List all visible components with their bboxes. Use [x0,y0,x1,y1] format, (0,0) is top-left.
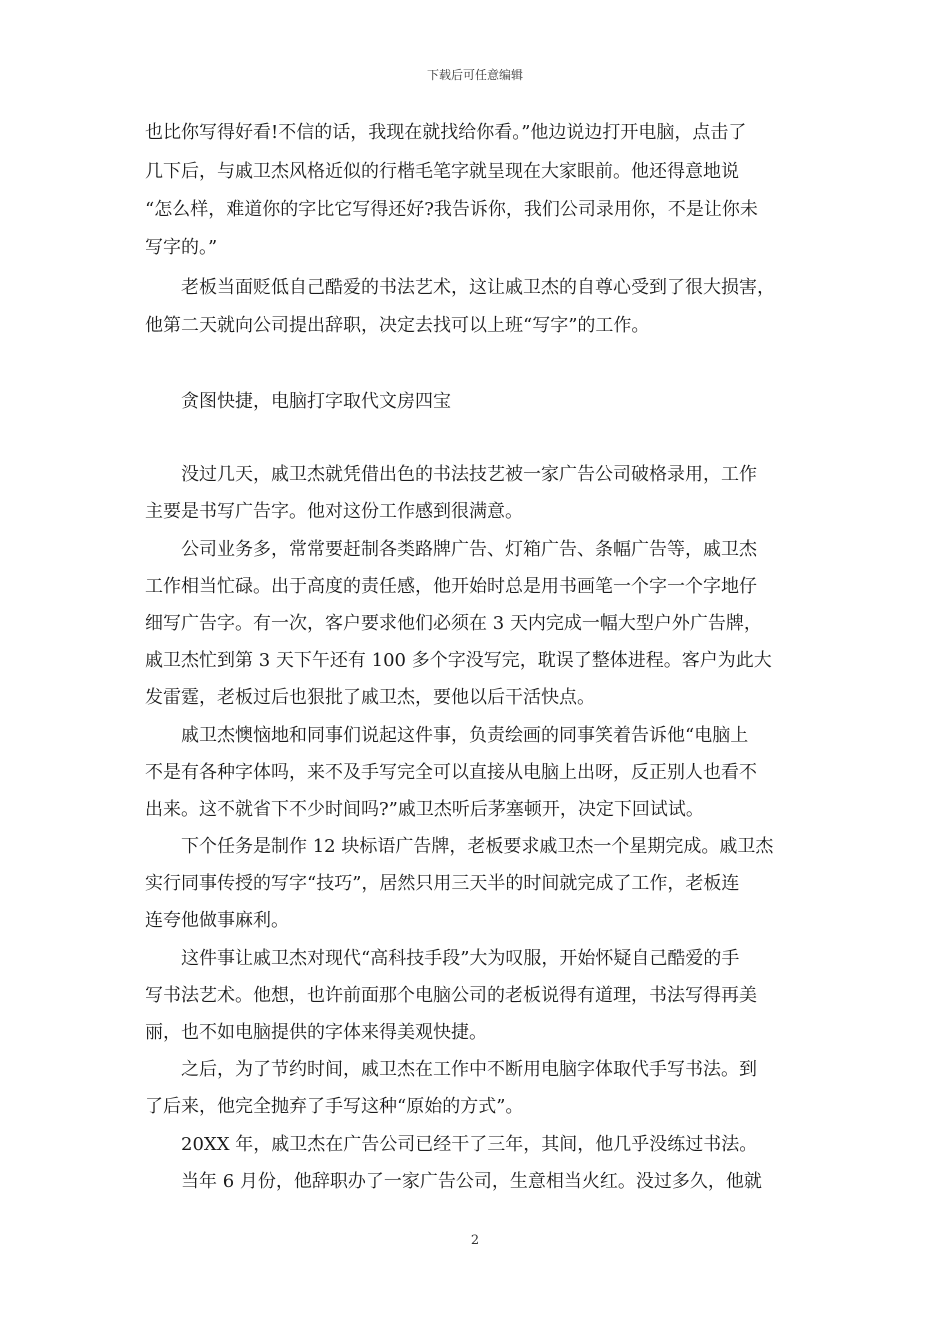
text-line: 连夸他做事麻利。 [145,910,289,931]
text-line: 工作相当忙碌。出于高度的责任感，他开始时总是用书画笔一个字一个字地仔 [145,576,757,597]
text-line: 这件事让戚卫杰对现代“高科技手段”大为叹服，开始怀疑自己酷爱的手 [181,948,740,969]
text-line: 发雷霆，老板过后也狠批了戚卫杰，要他以后干活快点。 [145,687,595,708]
text-line: “怎么样，难道你的字比它写得还好?我告诉你，我们公司录用你，不是让你未 [145,199,758,220]
text-line: 他第二天就向公司提出辞职，决定去找可以上班“写字”的工作。 [145,315,650,336]
text-line: 之后，为了节约时间，戚卫杰在工作中不断用电脑字体取代手写书法。到 [181,1059,757,1080]
text-line: 写字的。” [145,237,218,258]
text-line: 细写广告字。有一次，客户要求他们必须在 3 天内完成一幅大型户外广告牌， [145,613,762,634]
text-line: 出来。这不就省下不少时间吗?”戚卫杰听后茅塞顿开，决定下回试试。 [145,799,704,820]
section-heading: 贪图快捷，电脑打字取代文房四宝 [181,391,451,412]
text-line: 也比你写得好看!不信的话，我现在就找给你看。”他边说边打开电脑，点击了 [145,122,747,143]
text-line: 没过几天，戚卫杰就凭借出色的书法技艺被一家广告公司破格录用，工作 [181,464,757,485]
text-line: 下个任务是制作 12 块标语广告牌，老板要求戚卫杰一个星期完成。戚卫杰 [181,836,774,857]
text-line: 了后来，他完全抛弃了手写这种“原始的方式”。 [145,1096,524,1117]
text-line: 当年 6 月份，他辞职办了一家广告公司，生意相当火红。没过多久，他就 [181,1171,762,1192]
text-line: 丽，也不如电脑提供的字体来得美观快捷。 [145,1022,487,1043]
text-line: 主要是书写广告字。他对这份工作感到很满意。 [145,501,523,522]
text-line: 公司业务多，常常要赶制各类路牌广告、灯箱广告、条幅广告等，戚卫杰 [181,539,757,560]
page-number: 2 [470,1233,480,1248]
page-header: 下载后可任意编辑 [426,68,523,82]
text-line: 几下后，与戚卫杰风格近似的行楷毛笔字就呈现在大家眼前。他还得意地说 [145,161,739,182]
text-line: 实行同事传授的写字“技巧”，居然只用三天半的时间就完成了工作，老板连 [145,873,740,894]
text-line: 戚卫杰懊恼地和同事们说起这件事，负责绘画的同事笑着告诉他“电脑上 [181,725,749,746]
text-line: 戚卫杰忙到第 3 天下午还有 100 多个字没写完，耽误了整体进程。客户为此大 [145,650,772,671]
text-line: 写书法艺术。他想，也许前面那个电脑公司的老板说得有道理，书法写得再美 [145,985,757,1006]
text-line: 20XX 年，戚卫杰在广告公司已经干了三年，其间，他几乎没练过书法。 [181,1134,758,1155]
text-line: 不是有各种字体吗，来不及手写完全可以直接从电脑上出呀，反正别人也看不 [145,762,757,783]
text-line: 老板当面贬低自己酷爱的书法艺术，这让戚卫杰的自尊心受到了很大损害， [181,277,775,298]
